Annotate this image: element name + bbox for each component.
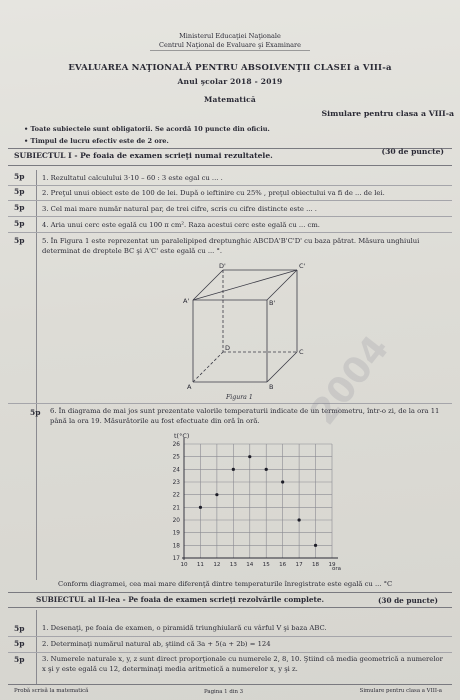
x-tick-label: 16 xyxy=(279,562,287,568)
chart-ticks xyxy=(173,442,336,568)
header-underline xyxy=(150,50,310,51)
y-tick-label: 19 xyxy=(172,530,180,537)
q-rule xyxy=(8,232,452,233)
q3-score: 5p xyxy=(14,203,25,212)
q2-score: 5p xyxy=(14,187,25,196)
figure1-caption: Figura 1 xyxy=(226,394,253,401)
s2-q1-text: 1. Desenaţi, pe foaia de examen, o piramidă triunghiulară cu vârful V şi baza ABC. xyxy=(42,624,327,632)
s2-q1-score: 5p xyxy=(14,624,25,633)
label-b-prime: B' xyxy=(269,299,276,307)
data-point xyxy=(298,518,301,521)
q-rule xyxy=(8,652,452,653)
instruction-1: • Toate subiectele sunt obligatorii. Se acordă 10 puncte din oficiu. xyxy=(24,125,270,133)
q-rule xyxy=(8,200,452,201)
subject-name: Matematică xyxy=(204,95,256,104)
footer-right: Simulare pentru clasa a VIII-a xyxy=(359,688,442,694)
label-d: D xyxy=(225,344,231,352)
x-tick-label: 14 xyxy=(246,562,254,568)
s2-q3-text: 3. Numerele naturale x, y, z sunt direct proporţionale cu numerele 2, 8, 10. Ştiind că media geometrică a numerelor x şi y este egală cu 12, determinaţi media aritmetică a numerelor x, y şi z. xyxy=(42,655,443,673)
x-tick-label: 11 xyxy=(196,562,205,568)
ministry-line: Ministerul Educaţiei Naţionale xyxy=(179,32,281,40)
y-tick-label: 20 xyxy=(172,518,180,524)
x-tick-label: 15 xyxy=(262,562,270,568)
section2-points: (30 de puncte) xyxy=(377,596,438,605)
q6-text: 6. În diagrama de mai jos sunt prezentate valorile temperaturii indicate de un termometru, într-o zi, de la ora 11 până la ora 19. Măsurătorile au fost efectuate din oră în oră. xyxy=(50,407,440,425)
s2-q3-score: 5p xyxy=(14,655,25,664)
q6-conclusion: Conform diagramei, cea mai mare diferenţă dintre temperaturile înregistrate este egală cu ... °C xyxy=(58,580,393,588)
y-tick-label: 24 xyxy=(172,467,180,474)
q-rule xyxy=(8,403,452,404)
section2-title: SUBIECTUL al II-lea - Pe foaia de examen scrieţi rezolvările complete. xyxy=(36,595,325,604)
q-rule xyxy=(8,216,452,217)
data-point xyxy=(265,468,268,471)
y-tick-label: 23 xyxy=(172,480,180,486)
label-c-prime: C' xyxy=(299,262,306,270)
chart-axes xyxy=(182,438,338,560)
q2-text: 2. Preţul unui obiect este de 100 de lei. După o ieftinire cu 25% , preţul obiectului va fi de ... de lei. xyxy=(42,189,385,197)
data-point xyxy=(248,455,251,458)
q5-score: 5p xyxy=(14,236,25,245)
data-point xyxy=(199,506,202,509)
school-year: Anul şcolar 2018 - 2019 xyxy=(177,77,283,86)
x-tick-label: 19 xyxy=(328,562,336,568)
center-line: Centrul Naţional de Evaluare şi Examinare xyxy=(159,41,301,49)
data-point xyxy=(215,493,218,496)
x-tick-label: 13 xyxy=(229,562,237,568)
footer-rule xyxy=(8,684,452,685)
q5-text: 5. În Figura 1 este reprezentat un paralelipiped dreptunghic ABCDA'B'C'D' cu baza pătrat. Măsura unghiului determinat de dreptele BC şi A'C' este egală cu ... °. xyxy=(42,237,420,255)
section1-bottom-rule xyxy=(8,165,452,166)
footer-center: Pagina 1 din 3 xyxy=(204,689,244,695)
q4-score: 5p xyxy=(14,219,25,228)
temperature-chart xyxy=(150,428,350,578)
chart-grid xyxy=(184,444,332,558)
y-tick-label: 17 xyxy=(172,556,180,562)
y-tick-label: 26 xyxy=(172,442,180,448)
y-tick-label: 21 xyxy=(172,505,180,512)
x-tick-label: 12 xyxy=(213,562,221,568)
data-point xyxy=(281,480,284,483)
score-column-rule-2 xyxy=(36,610,37,685)
y-tick-label: 18 xyxy=(172,543,180,550)
label-a-prime: A' xyxy=(183,297,190,305)
q3-text: 3. Cel mai mare număr natural par, de trei cifre, scris cu cifre distincte este ... . xyxy=(42,205,317,213)
simulation-label: Simulare pentru clasa a VIII-a xyxy=(321,109,454,118)
q-rule xyxy=(8,636,452,637)
q6-score: 5p xyxy=(30,408,41,417)
section1-points: (30 de puncte) xyxy=(381,147,444,156)
section1-title: SUBIECTUL I - Pe foaia de examen scrieţi numai rezultatele. xyxy=(14,151,273,160)
chart-x-label: ora xyxy=(332,566,341,572)
label-b: B xyxy=(269,383,274,391)
q1-score: 5p xyxy=(14,172,25,181)
footer-left: Probă scrisă la matematică xyxy=(14,688,89,694)
label-a: A xyxy=(187,383,192,391)
chart-y-label: t(°C) xyxy=(174,432,190,440)
exam-title: EVALUAREA NAŢIONALĂ PENTRU ABSOLVENŢII CLASEI a VIII-a xyxy=(68,63,392,73)
label-c: C xyxy=(299,348,304,356)
section2-bottom-rule xyxy=(8,607,452,608)
section2-top-rule xyxy=(8,592,452,593)
y-tick-label: 25 xyxy=(172,454,180,461)
y-tick-label: 22 xyxy=(172,492,180,499)
data-point xyxy=(314,544,317,547)
x-tick-label: 18 xyxy=(311,562,320,568)
label-d-prime: D' xyxy=(219,262,226,270)
instruction-2: • Timpul de lucru efectiv este de 2 ore. xyxy=(24,137,169,145)
figure1-box xyxy=(175,258,315,398)
q4-text: 4. Aria unui cerc este egală cu 100 π cm². Raza acestui cerc este egală cu ... cm. xyxy=(42,221,320,229)
x-tick-label: 17 xyxy=(295,562,303,568)
q-rule xyxy=(8,185,452,186)
s2-q2-text: 2. Determinaţi numărul natural ab, ştiind că 3a + 5(a + 2b) = 124 xyxy=(42,640,271,648)
watermark-stamp: 2004 xyxy=(303,328,398,433)
s2-q2-score: 5p xyxy=(14,639,25,648)
data-point xyxy=(232,468,235,471)
x-tick-label: 10 xyxy=(180,562,188,568)
q1-text: 1. Rezultatul calculului 3·10 – 60 : 3 este egal cu ... . xyxy=(42,174,223,182)
